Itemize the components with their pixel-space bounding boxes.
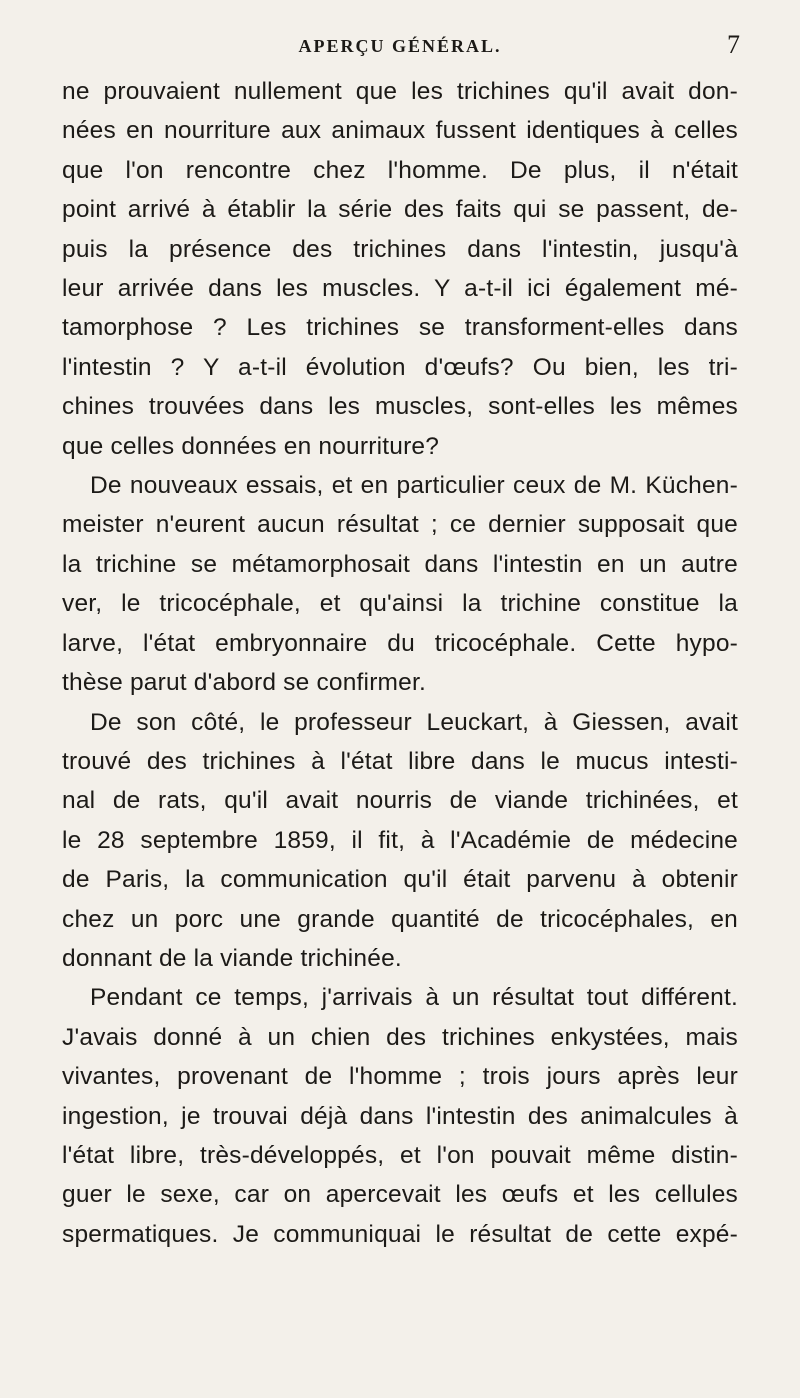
text-line: chines trouvées dans les muscles, sont-elles les mêmes (62, 393, 738, 421)
paragraph-2 (62, 466, 738, 702)
text-line: le 28 septembre 1859, il fit, à l'Académie de médecine (62, 826, 738, 854)
text-line: trouvé des trichines à l'état libre dans le mucus intesti- (62, 747, 738, 775)
page-number: 7 (727, 30, 740, 59)
text-line: tamorphose ? Les trichines se transforment-elles dans (62, 314, 738, 342)
text-line: J'avais donné à un chien des trichines enkystées, mais (62, 1023, 738, 1051)
text-line: larve, l'état embryonnaire du tricocéphale. Cette hypo- (62, 629, 738, 657)
text-line: que celles données en nourriture? (62, 432, 440, 460)
text-line: chez un porc une grande quantité de tricocéphales, en (62, 905, 738, 933)
text-line: point arrivé à établir la série des faits qui se passent, de- (62, 196, 738, 224)
text-line: nal de rats, qu'il avait nourris de viande trichinées, et (62, 787, 738, 815)
text-line: de Paris, la communication qu'il était parvenu à obtenir (62, 866, 738, 894)
paragraph-1 (62, 72, 738, 466)
text-line: l'intestin ? Y a-t-il évolution d'œufs? Ou bien, les tri- (62, 353, 738, 381)
paragraph-3 (62, 703, 738, 979)
text-line: puis la présence des trichines dans l'intestin, jusqu'à (62, 235, 738, 263)
text-line: ver, le tricocéphale, et qu'ainsi la trichine constitue la (62, 590, 738, 618)
text-line: thèse parut d'abord se confirmer. (62, 669, 427, 697)
text-line: leur arrivée dans les muscles. Y a-t-il ici également mé- (62, 275, 738, 303)
text-line: ingestion, je trouvai déjà dans l'intestin des animalcules à (62, 1102, 738, 1130)
text-line: De nouveaux essais, et en particulier ceux de M. Küchen- (90, 472, 738, 500)
text-line: ne prouvaient nullement que les trichines qu'il avait don- (62, 78, 738, 105)
text-line: l'état libre, très-développés, et l'on pouvait même distin- (62, 1141, 738, 1169)
text-line: De son côté, le professeur Leuckart, à Giessen, avait (90, 708, 738, 736)
text-line: que l'on rencontre chez l'homme. De plus, il n'était (62, 156, 738, 184)
text-line: la trichine se métamorphosait dans l'intestin en un autre (62, 550, 738, 578)
running-title: APERÇU GÉNÉRAL. (298, 36, 502, 56)
text-line: vivantes, provenant de l'homme ; trois jours après leur (62, 1063, 738, 1091)
text-line: meister n'eurent aucun résultat ; ce dernier supposait que (62, 511, 738, 539)
body-text (62, 72, 738, 1254)
text-line: Pendant ce temps, j'arrivais à un résultat tout différent. (90, 984, 738, 1012)
text-line: nées en nourriture aux animaux fussent identiques à celles (62, 117, 738, 145)
paragraph-4 (62, 978, 738, 1254)
text-line: guer le sexe, car on apercevait les œufs et les cellules (62, 1181, 738, 1209)
running-head (0, 30, 800, 66)
text-line: spermatiques. Je communiquai le résultat de cette expé- (62, 1220, 738, 1248)
text-line: donnant de la viande trichinée. (62, 944, 402, 972)
